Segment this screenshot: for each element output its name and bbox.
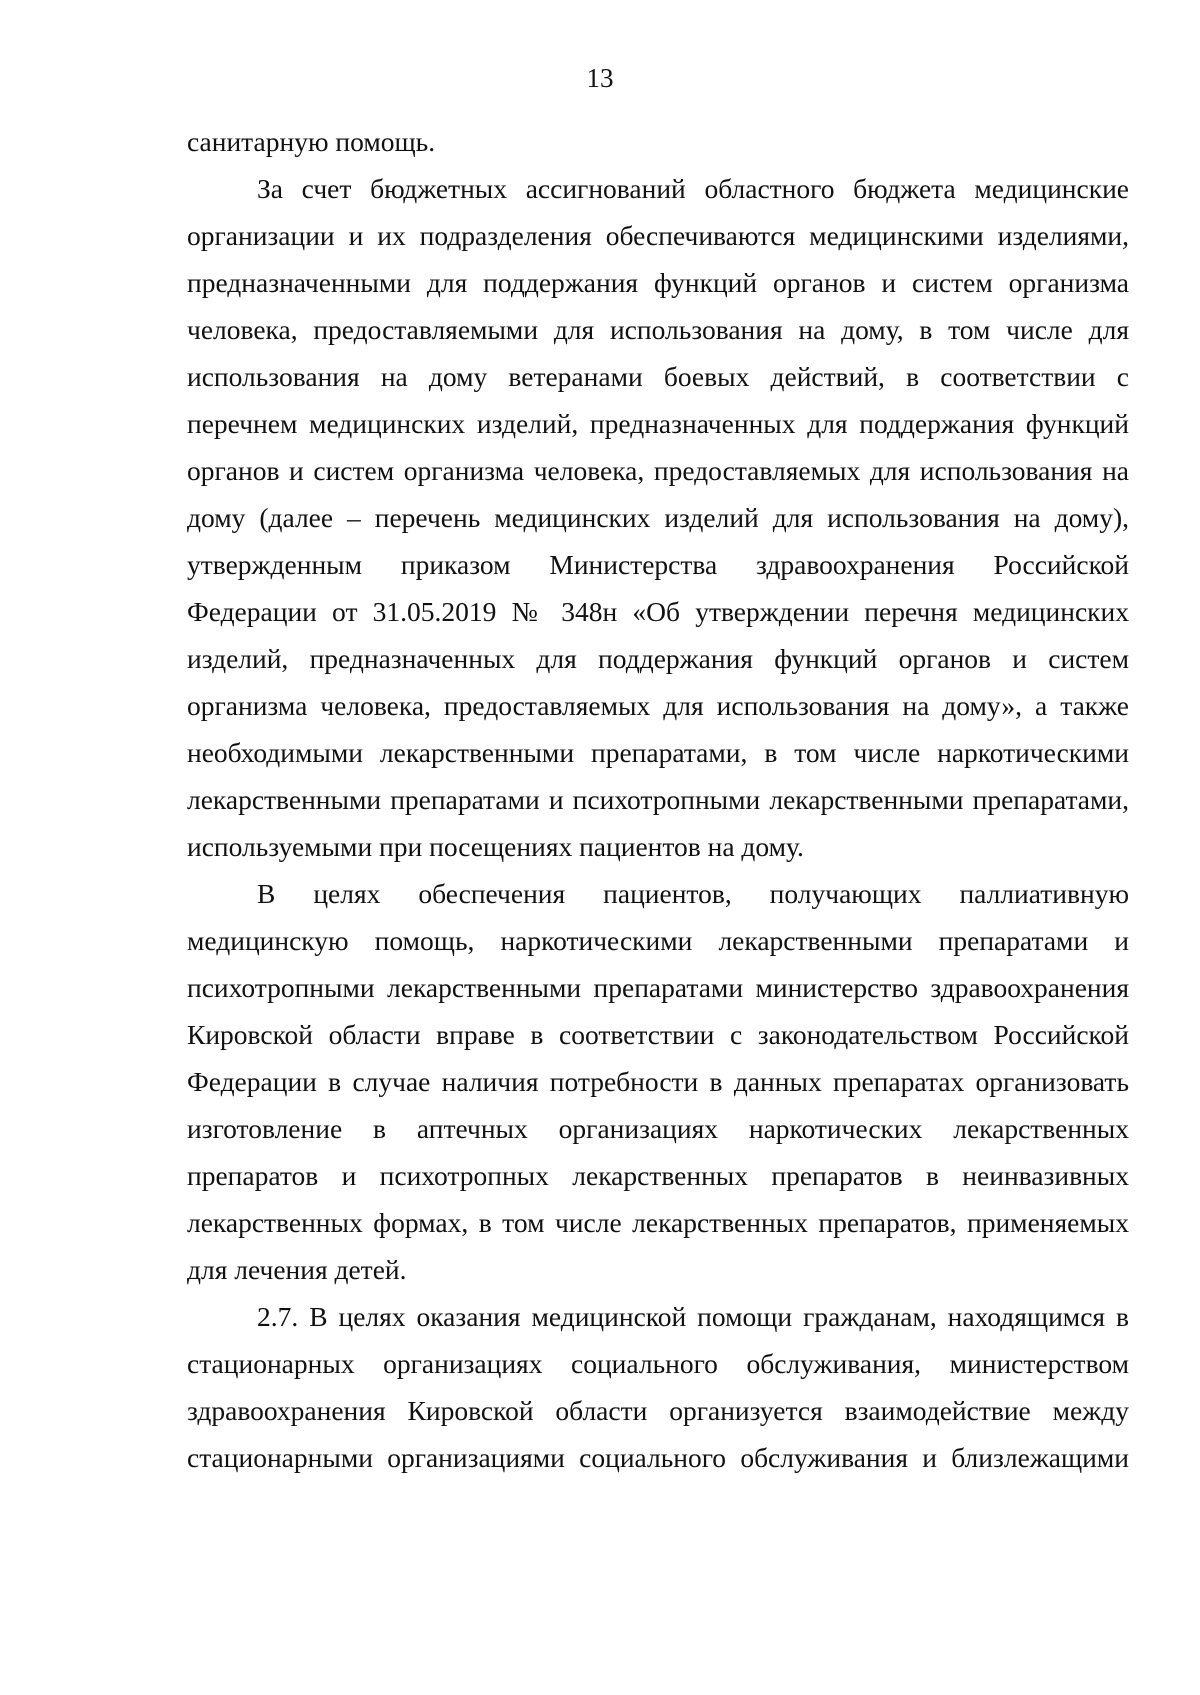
page-number: 13 [586, 63, 614, 93]
paragraph-palliative-care: В целях обеспечения пациентов, получающих паллиативную медицинскую помощь, наркотическими лекарственными препаратами и психотропными лекарственными препаратами министерство здравоохранения Кировской области вправе в соответствии с законодательством Российской Федерации в случае наличия потребности в данных препаратах организовать изготовление в аптечных организациях наркотических лекарственных препаратов и психотропных лекарственных препаратов в неинвазивных лекарственных формах, в том числе лекарственных препаратов, применяемых для лечения детей. [187, 878, 1129, 1285]
document-body [187, 118, 1129, 1481]
paragraph-section-2-7: 2.7. В целях оказания медицинской помощи гражданам, находящимся в стационарных организациях социального обслуживания, министерством здравоохранения Кировской области организуется взаимодействие между стационарными организациями социального обслуживания и близлежащими [187, 1301, 1129, 1473]
paragraph-continuation: санитарную помощь. [187, 126, 436, 157]
paragraph-medical-devices: За счет бюджетных ассигнований областного бюджета медицинские организации и их подразделения обеспечиваются медицинскими изделиями, предназначенными для поддержания функций органов и систем организма человека, предоставляемыми для использования на дому, в том числе для использования на дому ветеранами боевых действий, в соответствии с перечнем медицинских изделий, предназначенных для поддержания функций органов и систем организма человека, предоставляемых для использования на дому (далее – перечень медицинских изделий для использования на дому), утвержденным приказом Министерства здравоохранения Российской Федерации от 31.05.2019 № 348н «Об утверждении перечня медицинских изделий, предназначенных для поддержания функций органов и систем организма человека, предоставляемых для использования на дому», а также необходимыми лекарственными препаратами, в том числе наркотическими лекарственными препаратами и психотропными лекарственными препаратами, используемыми при посещениях пациентов на дому. [187, 173, 1129, 862]
